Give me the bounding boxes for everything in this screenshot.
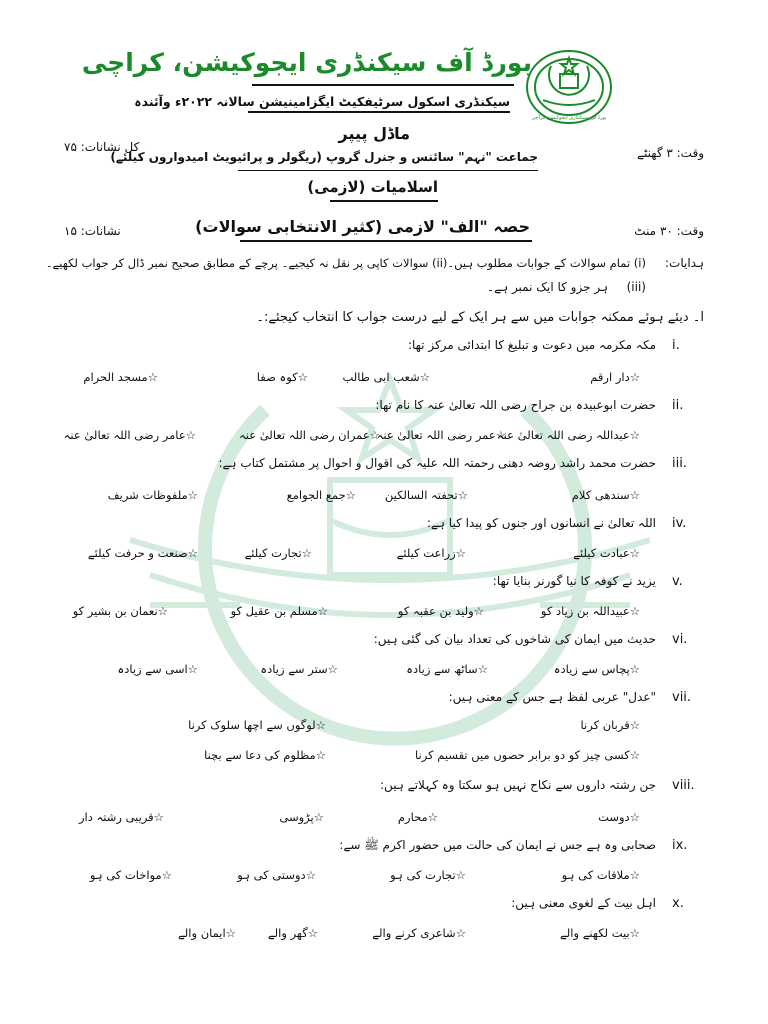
section-underline bbox=[240, 240, 532, 242]
section-time: وقت: ۳۰ منٹ bbox=[634, 224, 704, 238]
option-b: ☆شعب ابی طالب bbox=[342, 370, 430, 384]
question-number: iv. bbox=[672, 516, 687, 531]
question-text: جن رشتہ داروں سے نکاح نہیں ہو سکتا وہ کہلاتے ہیں: bbox=[380, 778, 656, 792]
option-a: ☆قربان کرنا bbox=[580, 718, 640, 732]
option-c: ☆عمران رضی اللہ تعالیٰ عنہ bbox=[239, 428, 380, 442]
option-d: ☆مسجد الحرام bbox=[83, 370, 158, 384]
option-c: ☆مسلم بن عقیل کو bbox=[230, 604, 328, 618]
option-d: ☆مواخات کی ہو bbox=[89, 868, 172, 882]
option-a: ☆بیت لکھنے والے bbox=[560, 926, 640, 940]
question-text: "عدل" عربی لفظ ہے جس کے معنی ہیں: bbox=[448, 690, 656, 704]
question-number: iii. bbox=[672, 456, 687, 471]
option-a: ☆عبادت کیلئے bbox=[573, 546, 640, 560]
option-d: ☆قریبی رشتہ دار bbox=[79, 810, 164, 824]
main-question: ا۔ دیئے ہوئے ممکنہ جوابات میں سے ہر ایک کے لیے درست جواب کا انتخاب کیجئے:۔ bbox=[256, 310, 704, 325]
question-text: حضرت ابوعبیدہ بن جراح رضی اللہ تعالیٰ عنہ کا نام تھا: bbox=[375, 398, 656, 412]
question-number: vi. bbox=[672, 632, 688, 647]
subject-underline bbox=[330, 200, 438, 202]
option-d: ☆اسی سے زیادہ bbox=[117, 662, 198, 676]
board-logo bbox=[525, 48, 613, 126]
option-c: ☆کوہ صفا bbox=[256, 370, 308, 384]
option-a: ☆عبداللہ رضی اللہ تعالیٰ عنہ bbox=[496, 428, 640, 442]
option-d: ☆ایمان والے bbox=[178, 926, 236, 940]
option-d: ☆ملفوظات شریف bbox=[107, 488, 198, 502]
option-d: ☆نعمان بن بشیر کو bbox=[72, 604, 168, 618]
paper-type: ماڈل پیپر bbox=[338, 124, 410, 143]
board-name: بورڈ آف سیکنڈری ایجوکیشن، کراچی bbox=[81, 48, 532, 77]
option-c: ☆پڑوسی bbox=[279, 810, 324, 824]
question-number: vii. bbox=[672, 690, 692, 705]
class-line: جماعت "نہم" سائنس و جنرل گروپ (ریگولر و پرائیویٹ امیدواروں کیلئے) bbox=[110, 150, 538, 164]
question-text: حدیث میں ایمان کی شاخوں کی تعداد بیان کی گئی ہیں: bbox=[373, 632, 656, 646]
title-underline bbox=[252, 84, 514, 86]
option-d: ☆عامر رضی اللہ تعالیٰ عنہ bbox=[63, 428, 196, 442]
exam-line: سیکنڈری اسکول سرٹیفکیٹ ایگزامینیشن سالانہ ۲۰۲۲ء وآئندہ bbox=[134, 94, 510, 109]
question-text: حضرت محمد راشد روضہ دھنی رحمتہ اللہ علیہ کی اقوال و احوال پر مشتمل کتاب ہے: bbox=[218, 456, 656, 470]
option-d: ☆مظلوم کی دعا سے بچنا bbox=[204, 748, 326, 762]
question-number: x. bbox=[672, 896, 684, 911]
question-text: اللہ تعالیٰ نے انسانوں اور جنوں کو پیدا کیا ہے: bbox=[426, 516, 656, 530]
question-text: یزید نے کوفہ کا نیا گورنر بنایا تھا: bbox=[492, 574, 656, 588]
question-text: اہل بیت کے لغوی معنی ہیں: bbox=[511, 896, 656, 910]
total-time: وقت: ۳ گھنٹے bbox=[637, 146, 704, 160]
question-number: ii. bbox=[672, 398, 684, 413]
total-marks: کل نشانات: ۷۵ bbox=[64, 140, 140, 154]
option-a: ☆سندھی کلام bbox=[571, 488, 640, 502]
option-b: ☆لوگوں سے اچھا سلوک کرنا bbox=[188, 718, 326, 732]
option-d: ☆صنعت و حرفت کیلئے bbox=[87, 546, 198, 560]
instructions-line-2: ہر جزو کا ایک نمبر ہے۔ bbox=[487, 280, 608, 294]
option-c: ☆دوستی کی ہو bbox=[237, 868, 316, 882]
question-number: viii. bbox=[672, 778, 695, 793]
class-underline bbox=[238, 170, 538, 171]
question-text: مکہ مکرمہ میں دعوت و تبلیغ کا ابتدائی مرکز تھا: bbox=[407, 338, 656, 352]
option-b: ☆تجارت کی ہو bbox=[390, 868, 466, 882]
option-a: ☆ملاقات کی ہو bbox=[561, 868, 640, 882]
option-b: ☆محارم bbox=[397, 810, 438, 824]
instructions-line-1: (i) تمام سوالات کے جوابات مطلوب ہیں۔(ii) سوالات کاپی پر نقل نہ کیجیے۔ پرچے کے مطابق صحیح نمبر ڈال کر جواب لکھیے۔ bbox=[45, 256, 646, 270]
question-number: i. bbox=[672, 338, 680, 353]
exam-underline bbox=[248, 111, 510, 113]
section-title: حصہ "الف" لازمی (کثیر الانتخابی سوالات) bbox=[195, 217, 530, 236]
section-marks: نشانات: ۱۵ bbox=[64, 224, 121, 238]
instructions-num-3: (iii) bbox=[626, 280, 646, 294]
option-b: ☆عمر رضی اللہ تعالیٰ عنہ bbox=[376, 428, 506, 442]
option-b: ☆ساٹھ سے زیادہ bbox=[406, 662, 488, 676]
option-a: ☆پچاس سے زیادہ bbox=[553, 662, 640, 676]
question-number: ix. bbox=[672, 838, 688, 853]
option-b: ☆ولید بن عقبہ کو bbox=[397, 604, 484, 618]
option-a: ☆دوست bbox=[598, 810, 640, 824]
instructions-label: ہدایات: bbox=[665, 256, 704, 270]
option-c: ☆کسی چیز کو دو برابر حصوں میں تقسیم کرنا bbox=[415, 748, 640, 762]
option-c: ☆تجارت کیلئے bbox=[244, 546, 312, 560]
option-b: ☆شاعری کرنے والے bbox=[372, 926, 466, 940]
option-a: ☆عبیداللہ بن زیاد کو bbox=[540, 604, 640, 618]
option-c: ☆ستر سے زیادہ bbox=[260, 662, 338, 676]
option-c: ☆گھر والے bbox=[267, 926, 318, 940]
option-b: ☆تحفتہ السالکین bbox=[384, 488, 468, 502]
logo-text: بورڈ آف سیکنڈری ایجوکیشن کراچی bbox=[531, 115, 607, 121]
question-text: صحابی وہ ہے جس نے ایمان کی حالت میں حضور اکرم ﷺ سے: bbox=[339, 838, 656, 852]
subject-title: اسلامیات (لازمی) bbox=[307, 178, 438, 196]
option-a: ☆دار ارقم bbox=[590, 370, 640, 384]
option-c: ☆جمع الجوامع bbox=[286, 488, 356, 502]
question-number: v. bbox=[672, 574, 683, 589]
option-b: ☆زراعت کیلئے bbox=[396, 546, 466, 560]
